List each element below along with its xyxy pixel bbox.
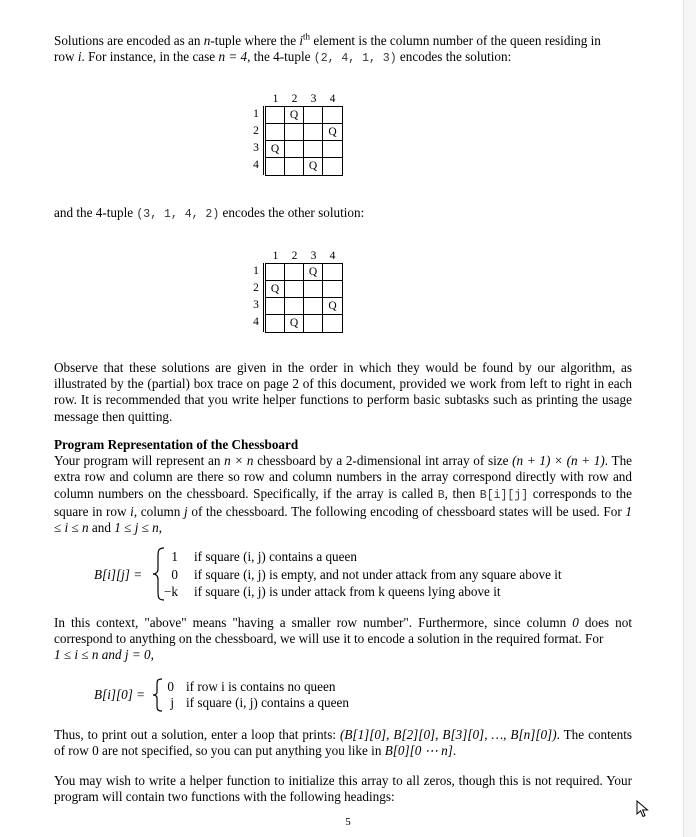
section-text: , column xyxy=(133,503,185,519)
intro-text: Solutions are encoded as an xyxy=(54,33,204,48)
board-cell xyxy=(323,158,342,175)
math-n-by-n: n × n xyxy=(224,453,254,469)
math-range: 1 ≤ i ≤ n and j = 0, xyxy=(54,647,154,663)
case-value: 0 xyxy=(171,566,178,582)
column-label: 3 xyxy=(310,250,317,262)
board-cell xyxy=(323,281,342,298)
row-label-divider xyxy=(263,263,264,332)
board-cell xyxy=(304,315,323,332)
column-label: 4 xyxy=(329,250,336,262)
case-value: 0 xyxy=(167,679,174,694)
observe-paragraph: Observe that these solutions are given in the order in which they would be found by our algorithm, as illustrated by the (partial) box trace on page 2 of this document, provided we work from left to right in each row. It is recommended that you write helper functions to perform basic subtasks such as printing the usage message then quitting. xyxy=(54,360,632,424)
print-text: . The contents of row 0 are not specified, so you can put anything you like in xyxy=(54,727,633,759)
board-cell xyxy=(323,107,342,124)
row-label: 3 xyxy=(253,142,259,154)
queen-cell: Q xyxy=(304,158,323,175)
queen-cell: Q xyxy=(285,107,304,124)
tuple-code: (2, 4, 1, 3) xyxy=(313,52,397,66)
intro-text: row xyxy=(54,49,78,65)
row-label: 3 xyxy=(253,299,259,311)
board-cell xyxy=(266,124,285,141)
section-text: Your program will represent an xyxy=(54,453,225,469)
section-text: of the chessboard. The following encoding of chessboard states will be used. For xyxy=(187,503,626,519)
math-zero: 0 xyxy=(572,615,579,630)
queen-cell: Q xyxy=(266,141,285,158)
column-label: 1 xyxy=(272,93,279,105)
code-B-i-j: B[i][j] xyxy=(479,488,529,502)
column-label: 3 xyxy=(310,93,317,105)
board-cell xyxy=(266,264,285,281)
print-text: . xyxy=(452,743,457,759)
piecewise-lhs: B[i][j] = xyxy=(94,567,143,582)
math-i: i xyxy=(77,49,82,65)
board-cell xyxy=(323,264,342,281)
case-condition: if square (i, j) contains a queen xyxy=(194,549,357,564)
code-B: B xyxy=(437,488,445,502)
board-grid xyxy=(265,106,343,176)
piecewise-definition-Bi0 xyxy=(94,676,514,714)
board-cell xyxy=(304,107,323,124)
column-label: 1 xyxy=(272,250,279,262)
case-condition: if square (i, j) is under attack from k queens lying above it xyxy=(194,584,501,599)
between-text: encodes the other solution: xyxy=(219,205,365,220)
intro-text: -tuple where the xyxy=(210,33,300,48)
queen-cell: Q xyxy=(304,264,323,281)
board-cell xyxy=(266,107,285,124)
column-label: 4 xyxy=(329,93,336,105)
queen-cell: Q xyxy=(323,124,342,141)
row-label: 1 xyxy=(253,265,259,277)
math-n: n xyxy=(203,33,211,48)
math-n-eq-4: n = 4 xyxy=(218,49,248,65)
page-number: 5 xyxy=(345,816,351,828)
section-text: , then xyxy=(444,485,480,501)
section-text: chessboard by a 2-dimensional int array of size xyxy=(253,453,513,469)
print-paragraph xyxy=(54,727,632,759)
board-cell xyxy=(285,281,304,298)
math-i: i xyxy=(130,503,134,519)
queen-cell: Q xyxy=(285,315,304,332)
intro-text: , the 4-tuple xyxy=(247,49,314,65)
row-label: 4 xyxy=(253,159,259,171)
math-output-sequence: (B[1][0], B[2][0], B[3][0], …, B[n][0]) xyxy=(339,727,557,742)
chessboard-solution-2 xyxy=(251,250,361,340)
board-cell xyxy=(304,141,323,158)
board-cell xyxy=(266,315,285,332)
board-cell xyxy=(304,124,323,141)
case-condition: if square (i, j) is empty, and not under attack from any square above it xyxy=(194,566,562,582)
board-cell xyxy=(285,141,304,158)
context-paragraph xyxy=(54,615,632,664)
row-label: 2 xyxy=(253,282,259,294)
helper-paragraph: You may wish to write a helper function to initialize this array to all zeros, though this is not required. Your program will contain two functions with the following headings: xyxy=(54,773,632,805)
context-text: In this context, "above" means "having a smaller row number". Furthermore, since column xyxy=(54,615,573,630)
board-cell xyxy=(323,315,342,332)
column-label: 2 xyxy=(291,93,298,105)
board-cell xyxy=(266,298,285,315)
board-cell xyxy=(285,264,304,281)
math-array-size: (n + 1) × (n + 1) xyxy=(512,453,605,469)
case-condition: if row i is contains no queen xyxy=(186,679,336,694)
row-label: 4 xyxy=(253,316,259,328)
row-label: 2 xyxy=(253,125,259,137)
math-range-i: 1 ≤ i ≤ n xyxy=(54,503,632,536)
board-cell xyxy=(285,158,304,175)
board-cell xyxy=(323,141,342,158)
section-text: corresponds to the square in row xyxy=(54,485,632,519)
board-cell xyxy=(304,281,323,298)
tuple-code: (3, 1, 4, 2) xyxy=(136,208,220,221)
scrollbar-track[interactable] xyxy=(683,0,696,837)
between-text: and the 4-tuple xyxy=(54,205,137,220)
math-j: j xyxy=(184,503,188,519)
math-i: i xyxy=(299,33,304,48)
mouse-pointer-icon xyxy=(636,800,650,818)
piecewise-lhs: B[i][0] = xyxy=(94,687,146,702)
board-cell xyxy=(304,298,323,315)
between-paragraph xyxy=(54,205,632,223)
row-label-divider xyxy=(263,106,264,175)
section-heading: Program Representation of the Chessboard xyxy=(54,437,299,452)
piecewise-definition-Bij xyxy=(94,546,634,602)
section-text: . The extra row and column are there so row and column numbers in the array correspond directly with row and column numbers on the chessboard. Specifically, if the array is called xyxy=(54,453,633,501)
board-cell xyxy=(285,124,304,141)
board-cell xyxy=(285,298,304,315)
chessboard-solution-1 xyxy=(251,93,361,183)
superscript-th: th xyxy=(303,31,311,42)
math-row0-range: B[0][0 ⋯ n] xyxy=(384,743,453,759)
intro-text: element is the column number of the queen residing in xyxy=(310,33,601,48)
row-label: 1 xyxy=(253,108,259,120)
intro-text: . For instance, in the case xyxy=(81,49,219,65)
math-range-j: 1 ≤ j ≤ n xyxy=(114,520,159,536)
queen-cell: Q xyxy=(266,281,285,298)
case-value: −k xyxy=(163,584,178,599)
section-text: , xyxy=(158,520,163,536)
section-text: and xyxy=(88,520,115,536)
print-text: Thus, to print out a solution, enter a loop that prints: xyxy=(54,727,340,742)
chessboard-section xyxy=(54,437,632,536)
column-label: 2 xyxy=(291,250,298,262)
intro-text: encodes the solution: xyxy=(399,49,512,65)
intro-paragraph xyxy=(54,33,632,67)
board-grid xyxy=(265,263,343,333)
case-condition: if square (i, j) contains a queen xyxy=(186,695,349,710)
case-value: j xyxy=(170,695,174,710)
queen-cell: Q xyxy=(323,298,342,315)
case-value: 1 xyxy=(171,549,178,564)
context-text: does not correspond to anything on the chessboard, we will use it to encode a solution in the required format. For xyxy=(54,615,632,647)
board-cell xyxy=(266,158,285,175)
